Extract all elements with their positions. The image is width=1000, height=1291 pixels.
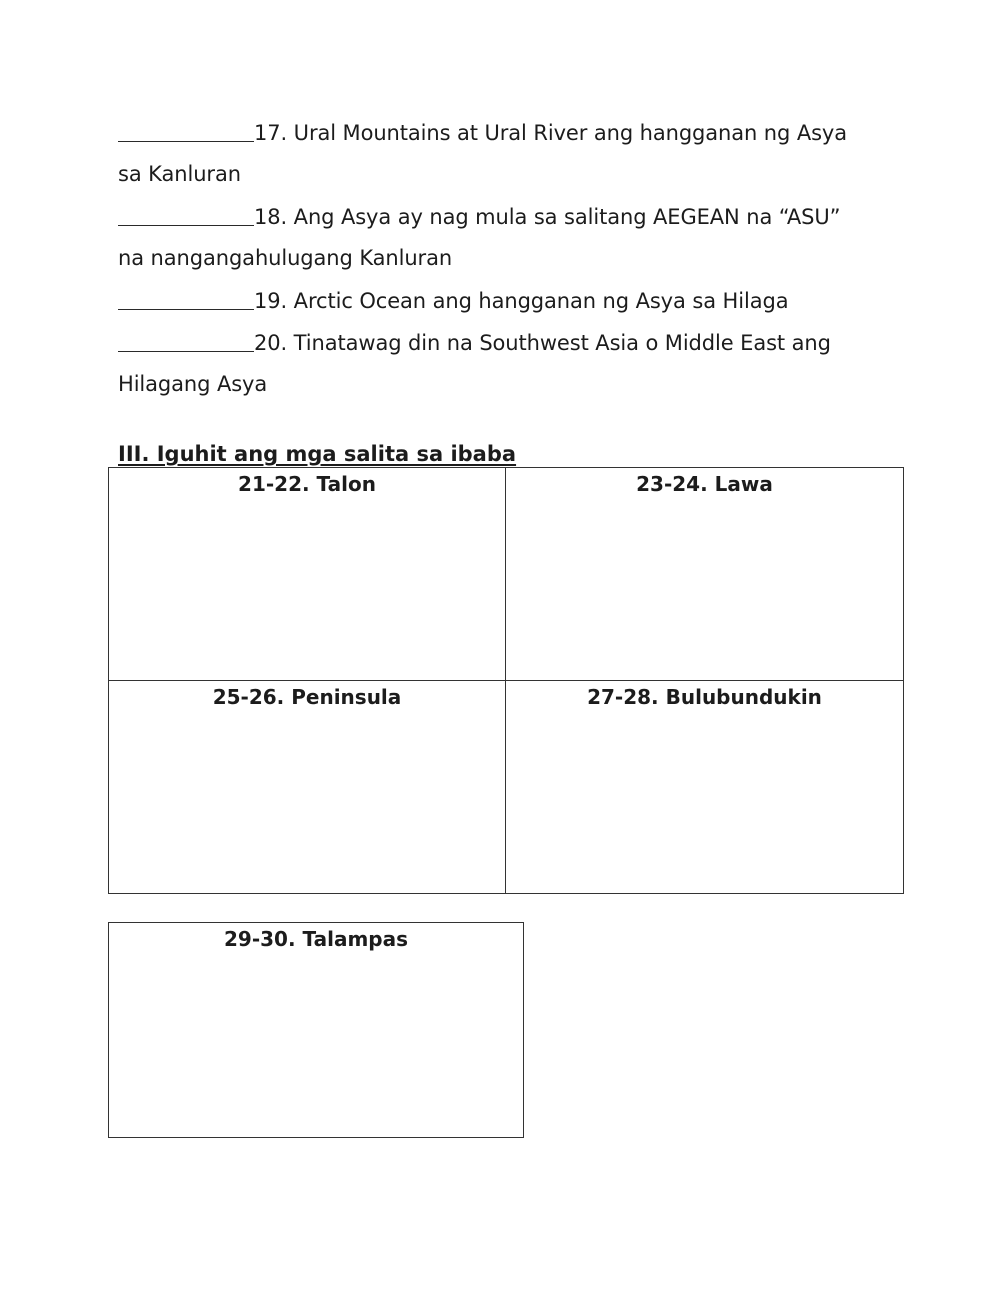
item-18-text: 18. Ang Asya ay nag mula sa salitang AEGEAN na “ASU” — [254, 205, 841, 229]
answer-blank-19[interactable] — [118, 285, 254, 310]
item-20-text: 20. Tinatawag din na Southwest Asia o Middle East ang — [254, 331, 831, 355]
drawing-box-talon[interactable] — [109, 468, 506, 681]
drawing-box-label: 27-28. Bulubundukin — [587, 685, 822, 709]
answer-blank-20[interactable] — [118, 327, 254, 352]
answer-blank-18[interactable] — [118, 201, 254, 226]
drawing-box-talampas[interactable] — [108, 922, 524, 1138]
drawing-box-peninsula[interactable] — [109, 681, 506, 893]
drawing-box-label: 21-22. Talon — [238, 472, 376, 496]
drawing-table — [108, 467, 904, 894]
drawing-box-label: 25-26. Peninsula — [212, 685, 402, 709]
item-18-continuation: na nangangahulugang Kanluran — [118, 246, 453, 270]
drawing-box-lawa[interactable] — [506, 468, 903, 681]
item-19 — [118, 285, 898, 316]
item-19-text: 19. Arctic Ocean ang hangganan ng Asya sa Hilaga — [254, 289, 789, 313]
item-17 — [118, 117, 898, 148]
item-17-text: 17. Ural Mountains at Ural River ang hangganan ng Asya — [254, 121, 848, 145]
item-18 — [118, 201, 898, 232]
drawing-box-label: 23-24. Lawa — [636, 472, 773, 496]
item-20 — [118, 327, 898, 358]
answer-blank-17[interactable] — [118, 117, 254, 142]
item-17-continuation: sa Kanluran — [118, 162, 241, 186]
item-20-continuation: Hilagang Asya — [118, 372, 268, 396]
section-heading: III. Iguhit ang mga salita sa ibaba — [118, 442, 517, 466]
drawing-box-label: 29-30. Talampas — [224, 927, 408, 951]
drawing-box-bulubundukin[interactable] — [506, 681, 903, 893]
